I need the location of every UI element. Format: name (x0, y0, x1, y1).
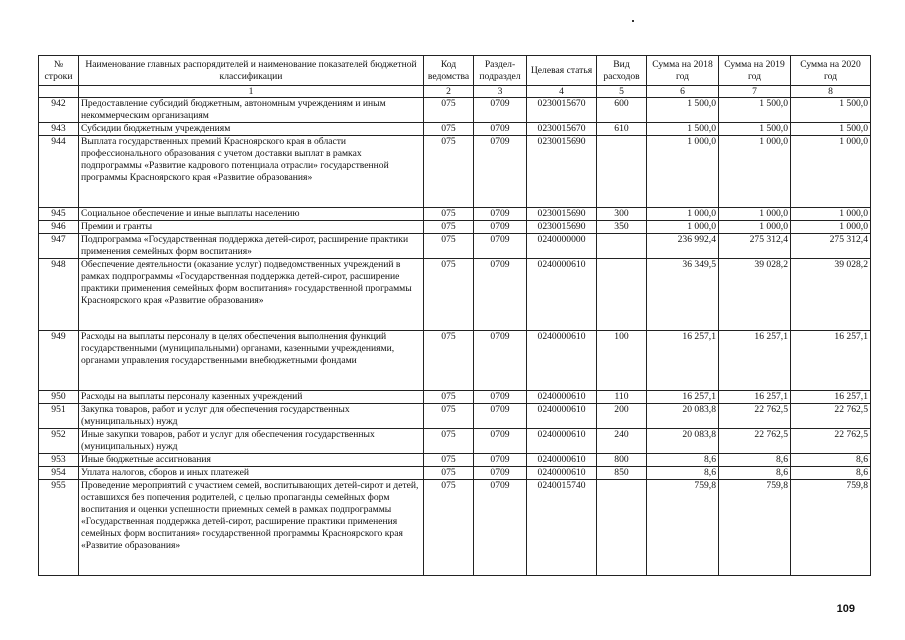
expense-type: 200 (597, 404, 647, 429)
sum-2019: 8,6 (719, 467, 791, 480)
sum-2019: 8,6 (719, 454, 791, 467)
row-number: 944 (39, 136, 79, 208)
dept-code: 075 (424, 98, 474, 123)
row-number: 945 (39, 208, 79, 221)
section-code: 0709 (474, 404, 527, 429)
section-code: 0709 (474, 208, 527, 221)
section-code: 0709 (474, 429, 527, 454)
row-number: 943 (39, 123, 79, 136)
section-code: 0709 (474, 234, 527, 259)
sum-2018: 8,6 (647, 454, 719, 467)
row-name: Обеспечение деятельности (оказание услуг) подведомственных учреждений в рамках подпрограммы «Государственная поддержка детей-сирот, расширение практики применения семейных форм воспитания» государственной программы Красноярского края «Развитие образования» (79, 259, 424, 331)
sum-2018: 16 257,1 (647, 331, 719, 391)
column-number: 5 (597, 86, 647, 98)
sum-2018: 1 500,0 (647, 123, 719, 136)
row-number: 942 (39, 98, 79, 123)
target-code: 0240000610 (527, 259, 597, 331)
row-name: Проведение мероприятий с участием семей, воспитывающих детей-сирот и детей, оставшихся без попечения родителей, с целью пропаганды семейных форм воспитания и оценки успешности приемных семей в рамках подпрограммы «Государственная поддержка детей-сирот, расширение практики применения семейных форм воспитания» государственной программы Красноярского края «Развитие образования» (79, 480, 424, 576)
dept-code: 075 (424, 467, 474, 480)
row-name: Закупка товаров, работ и услуг для обеспечения государственных (муниципальных) нужд (79, 404, 424, 429)
expense-type: 300 (597, 208, 647, 221)
sum-2018: 20 083,8 (647, 404, 719, 429)
sum-2019: 1 500,0 (719, 123, 791, 136)
sum-2020: 8,6 (791, 454, 871, 467)
sum-2019: 16 257,1 (719, 391, 791, 404)
target-code: 0230015670 (527, 98, 597, 123)
dept-code: 075 (424, 123, 474, 136)
header-sum-2019: Сумма на 2019 год (719, 56, 791, 86)
sum-2018: 20 083,8 (647, 429, 719, 454)
target-code: 0240000610 (527, 404, 597, 429)
table-row (39, 123, 871, 136)
dept-code: 075 (424, 208, 474, 221)
row-number: 948 (39, 259, 79, 331)
sum-2019: 275 312,4 (719, 234, 791, 259)
sum-2019: 22 762,5 (719, 404, 791, 429)
sum-2020: 22 762,5 (791, 404, 871, 429)
section-code: 0709 (474, 467, 527, 480)
sum-2020: 16 257,1 (791, 331, 871, 391)
header-section: Раздел-подраздел (474, 56, 527, 86)
row-name: Иные бюджетные ассигнования (79, 454, 424, 467)
sum-2019: 1 500,0 (719, 98, 791, 123)
row-number: 947 (39, 234, 79, 259)
row-number: 953 (39, 454, 79, 467)
sum-2020: 1 000,0 (791, 136, 871, 208)
sum-2020: 275 312,4 (791, 234, 871, 259)
row-number: 950 (39, 391, 79, 404)
column-numbers-row (39, 86, 871, 98)
dept-code: 075 (424, 480, 474, 576)
row-name: Субсидии бюджетным учреждениям (79, 123, 424, 136)
dept-code: 075 (424, 404, 474, 429)
sum-2019: 39 028,2 (719, 259, 791, 331)
sum-2019: 1 000,0 (719, 221, 791, 234)
row-number: 955 (39, 480, 79, 576)
table-row (39, 221, 871, 234)
expense-type (597, 480, 647, 576)
expense-type: 850 (597, 467, 647, 480)
section-code: 0709 (474, 454, 527, 467)
table-row (39, 467, 871, 480)
header-name: Наименование главных распорядителей и наименование показателей бюджетной классификации (79, 56, 424, 86)
section-code: 0709 (474, 391, 527, 404)
column-number: 1 (79, 86, 424, 98)
row-name: Предоставление субсидий бюджетным, автономным учреждениям и иным некоммерческим организациям (79, 98, 424, 123)
sum-2019: 1 000,0 (719, 136, 791, 208)
column-number: 8 (791, 86, 871, 98)
table-row (39, 234, 871, 259)
dept-code: 075 (424, 221, 474, 234)
table-row (39, 331, 871, 391)
section-code: 0709 (474, 123, 527, 136)
expense-type: 110 (597, 391, 647, 404)
target-code: 0240000610 (527, 429, 597, 454)
row-name: Подпрограмма «Государственная поддержка детей-сирот, расширение практики применения семейных форм воспитания» (79, 234, 424, 259)
dept-code: 075 (424, 429, 474, 454)
row-name: Социальное обеспечение и иные выплаты населению (79, 208, 424, 221)
column-number: 2 (424, 86, 474, 98)
sum-2018: 8,6 (647, 467, 719, 480)
sum-2020: 1 500,0 (791, 98, 871, 123)
table-row (39, 454, 871, 467)
expense-type (597, 136, 647, 208)
sum-2018: 236 992,4 (647, 234, 719, 259)
row-number: 946 (39, 221, 79, 234)
table-row (39, 480, 871, 576)
expense-type: 600 (597, 98, 647, 123)
dept-code: 075 (424, 331, 474, 391)
table-row (39, 259, 871, 331)
row-name: Уплата налогов, сборов и иных платежей (79, 467, 424, 480)
target-code: 0230015690 (527, 136, 597, 208)
sum-2019: 22 762,5 (719, 429, 791, 454)
sum-2020: 39 028,2 (791, 259, 871, 331)
target-code: 0230015690 (527, 221, 597, 234)
sum-2018: 1 000,0 (647, 136, 719, 208)
dept-code: 075 (424, 454, 474, 467)
section-code: 0709 (474, 98, 527, 123)
expense-type (597, 234, 647, 259)
sum-2018: 1 000,0 (647, 208, 719, 221)
table-row (39, 136, 871, 208)
expense-type: 610 (597, 123, 647, 136)
sum-2020: 759,8 (791, 480, 871, 576)
target-code: 0240000610 (527, 331, 597, 391)
sum-2019: 16 257,1 (719, 331, 791, 391)
row-name: Расходы на выплаты персоналу в целях обеспечения выполнения функций государственными (муниципальными) органами, казенными учреждениями, органами управления государственными внебюджетными фондами (79, 331, 424, 391)
sum-2020: 8,6 (791, 467, 871, 480)
sum-2019: 1 000,0 (719, 208, 791, 221)
section-code: 0709 (474, 136, 527, 208)
table-row (39, 208, 871, 221)
dept-code: 075 (424, 136, 474, 208)
expense-type: 240 (597, 429, 647, 454)
dept-code: 075 (424, 391, 474, 404)
sum-2018: 1 000,0 (647, 221, 719, 234)
table-row (39, 98, 871, 123)
target-code: 0240000000 (527, 234, 597, 259)
target-code: 0230015690 (527, 208, 597, 221)
target-code: 0240000610 (527, 467, 597, 480)
header-target: Целевая статья (527, 56, 597, 86)
header-sum-2018: Сумма на 2018 год (647, 56, 719, 86)
row-name: Иные закупки товаров, работ и услуг для обеспечения государственных (муниципальных) нужд (79, 429, 424, 454)
budget-table (38, 55, 871, 576)
header-sum-2020: Сумма на 2020 год (791, 56, 871, 86)
table-row (39, 429, 871, 454)
column-number: 4 (527, 86, 597, 98)
sum-2018: 1 500,0 (647, 98, 719, 123)
section-code: 0709 (474, 259, 527, 331)
row-number: 949 (39, 331, 79, 391)
sum-2018: 16 257,1 (647, 391, 719, 404)
sum-2020: 1 000,0 (791, 208, 871, 221)
sum-2020: 1 000,0 (791, 221, 871, 234)
column-number: 6 (647, 86, 719, 98)
column-number: 3 (474, 86, 527, 98)
speck (632, 20, 634, 22)
expense-type: 800 (597, 454, 647, 467)
section-code: 0709 (474, 221, 527, 234)
row-name: Премии и гранты (79, 221, 424, 234)
row-number: 954 (39, 467, 79, 480)
expense-type: 350 (597, 221, 647, 234)
sum-2020: 1 500,0 (791, 123, 871, 136)
sum-2018: 36 349,5 (647, 259, 719, 331)
dept-code: 075 (424, 259, 474, 331)
header-row-no: № строки (39, 56, 79, 86)
page-number: 109 (836, 603, 855, 615)
dept-code: 075 (424, 234, 474, 259)
sum-2020: 16 257,1 (791, 391, 871, 404)
row-name: Расходы на выплаты персоналу казенных учреждений (79, 391, 424, 404)
target-code: 0230015670 (527, 123, 597, 136)
target-code: 0240000610 (527, 391, 597, 404)
target-code: 0240015740 (527, 480, 597, 576)
expense-type (597, 259, 647, 331)
row-number: 952 (39, 429, 79, 454)
column-number: 7 (719, 86, 791, 98)
table-row (39, 391, 871, 404)
section-code: 0709 (474, 331, 527, 391)
table-row (39, 404, 871, 429)
sum-2020: 22 762,5 (791, 429, 871, 454)
row-name: Выплата государственных премий Красноярского края в области профессионального образования с учетом доставки выплат в рамках подпрограммы «Развитие кадрового потенциала отрасли» государственной программы Красноярского края «Развитие образования» (79, 136, 424, 208)
target-code: 0240000610 (527, 454, 597, 467)
column-number (39, 86, 79, 98)
sum-2019: 759,8 (719, 480, 791, 576)
row-number: 951 (39, 404, 79, 429)
sum-2018: 759,8 (647, 480, 719, 576)
section-code: 0709 (474, 480, 527, 576)
expense-type: 100 (597, 331, 647, 391)
header-dept-code: Код ведомства (424, 56, 474, 86)
header-exp-type: Вид расходов (597, 56, 647, 86)
